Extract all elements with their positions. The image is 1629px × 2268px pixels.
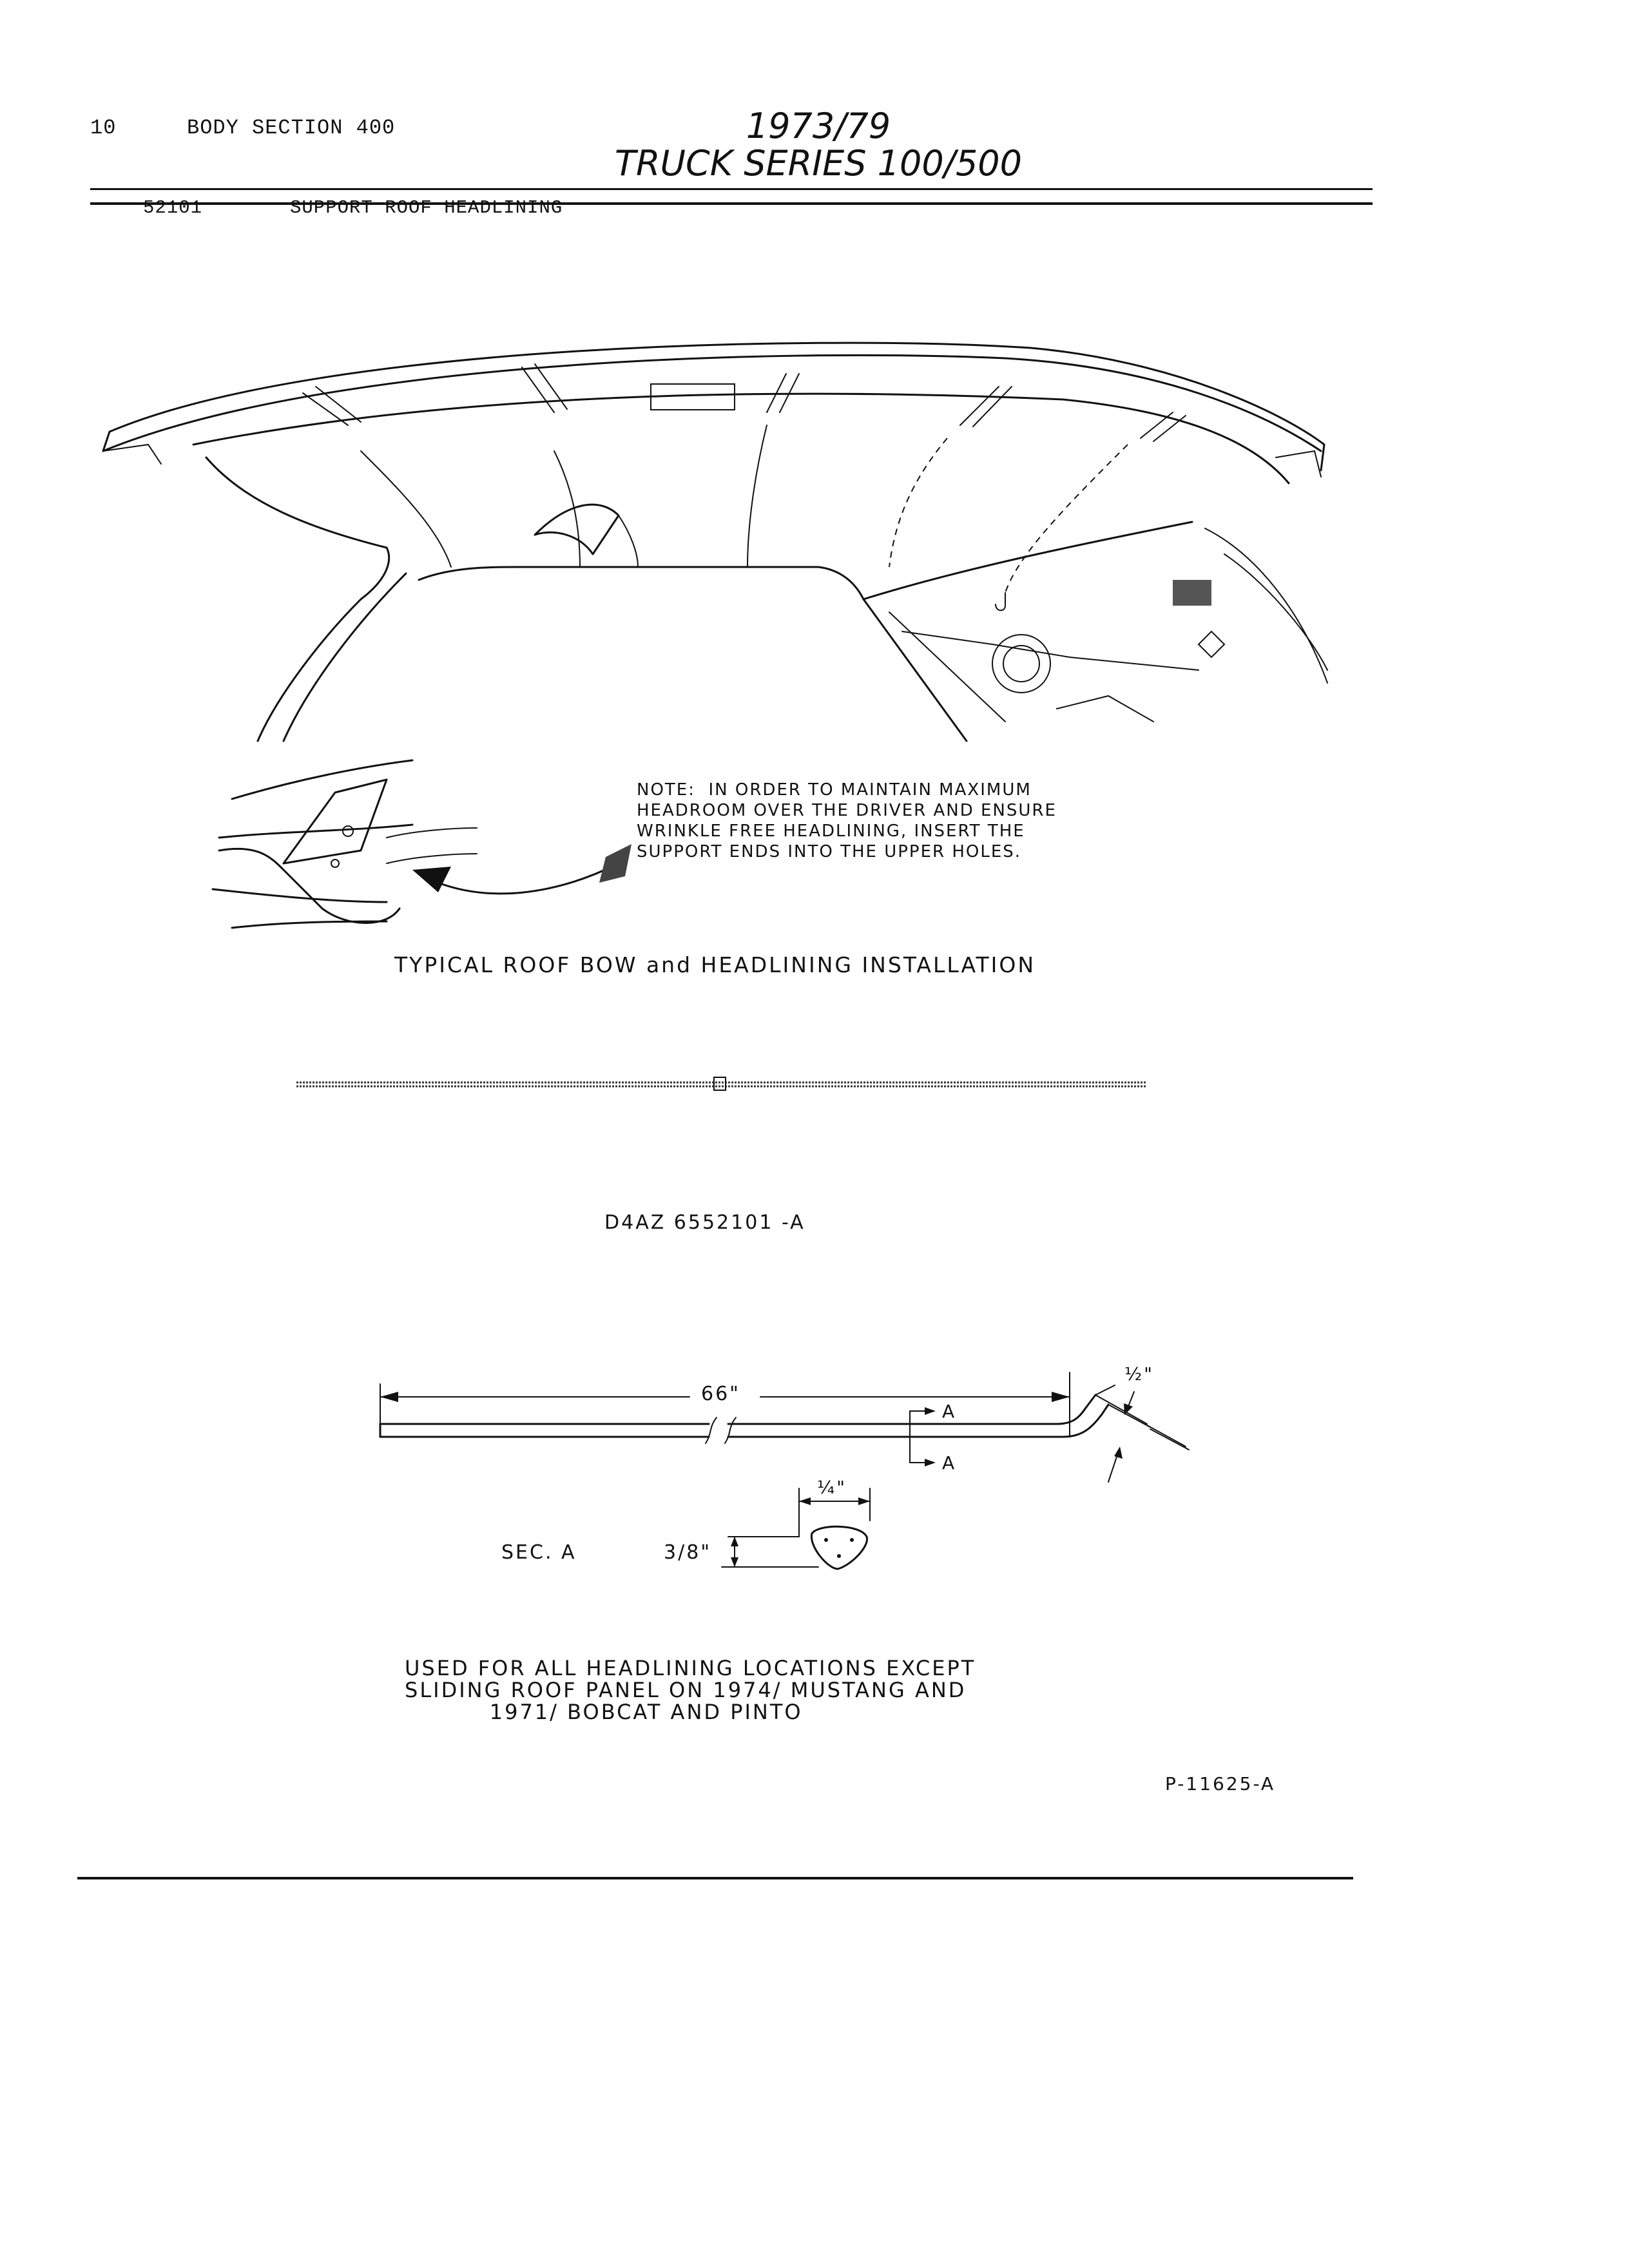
bend-height-dimension: ½" bbox=[1124, 1363, 1155, 1385]
part-name: SUPPORT ROOF HEADLINING bbox=[290, 197, 563, 218]
inset-detail bbox=[213, 760, 631, 928]
page-number: 10 bbox=[90, 116, 117, 140]
dimension-drawing bbox=[380, 1372, 1189, 1569]
section-label: SEC. A bbox=[501, 1541, 577, 1564]
headlining-illustration bbox=[103, 343, 1327, 741]
length-dimension: 66" bbox=[697, 1383, 744, 1405]
manual-title-series: TRUCK SERIES 100/500 bbox=[614, 143, 1023, 184]
illustration-id: P-11625-A bbox=[1165, 1773, 1276, 1794]
support-rod-straight bbox=[296, 1077, 1147, 1090]
usage-note: USED FOR ALL HEADLINING LOCATIONS EXCEPT SLIDING ROOF PANEL ON 1974/ MUSTANG AND 1971/ BOBCAT AND PINTO bbox=[405, 1656, 976, 1724]
installation-note: NOTE: IN ORDER TO MAINTAIN MAXIMUM HEADROOM OVER THE DRIVER AND ENSURE WRINKLE FREE HEADLINING, INSERT THE SUPPORT ENDS INTO THE UPPER HOLES. bbox=[637, 780, 1057, 861]
section-width-dimension: ¼" bbox=[817, 1477, 847, 1498]
part-number: D4AZ 6552101 -A bbox=[604, 1211, 805, 1234]
cut-label-top: A bbox=[942, 1401, 957, 1422]
section-label: BODY SECTION 400 bbox=[187, 116, 396, 140]
part-code: 52101 bbox=[143, 197, 203, 218]
section-height-dimension: 3/8" bbox=[664, 1541, 712, 1564]
figure-caption: TYPICAL ROOF BOW and HEADLINING INSTALLATION bbox=[394, 952, 1036, 977]
cut-label-bottom: A bbox=[942, 1452, 957, 1474]
manual-title-year: 1973/79 bbox=[746, 106, 891, 146]
